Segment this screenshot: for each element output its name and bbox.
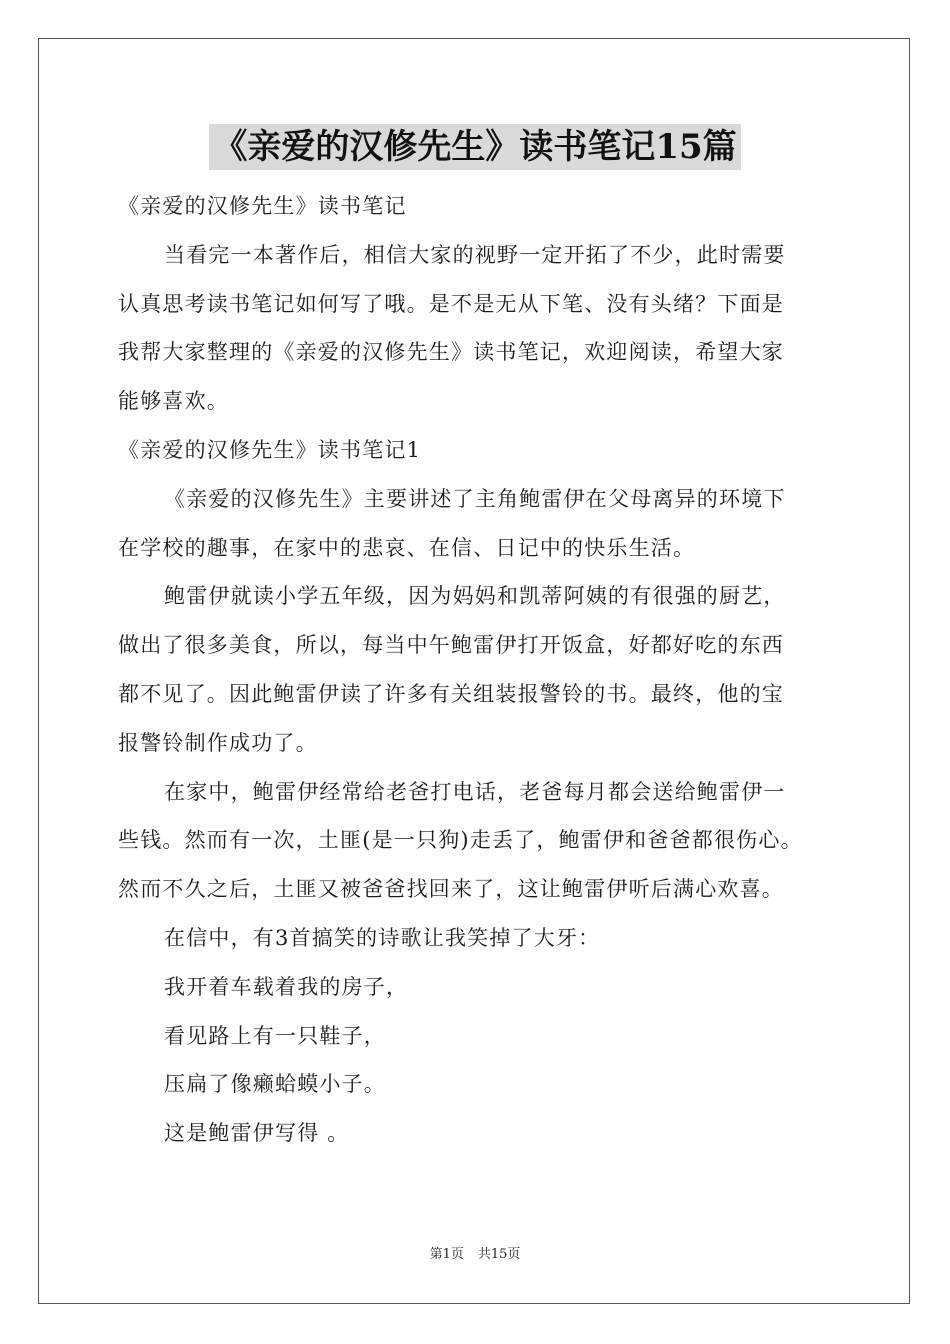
- document-title: 《亲爱的汉修先生》读书笔记15篇: [209, 124, 740, 170]
- title-container: [0, 124, 950, 170]
- text-line: 在家中，鲍雷伊经常给老爸打电话，老爸每月都会送给鲍雷伊一: [164, 779, 786, 804]
- text-line: 我帮大家整理的《亲爱的汉修先生》读书笔记，欢迎阅读，希望大家: [118, 340, 784, 365]
- text-line: 当看完一本著作后，相信大家的视野一定开拓了不少，此时需要: [164, 242, 786, 267]
- text-line: 都不见了。因此鲍雷伊读了许多有关组装报警铃的书。最终，他的宝: [118, 681, 784, 706]
- text-line: 做出了很多美食，所以，每当中午鲍雷伊打开饭盒，好都好吃的东西: [118, 633, 784, 658]
- text-line: 然而不久之后，土匪又被爸爸找回来了，这让鲍雷伊听后满心欢喜。: [118, 877, 784, 902]
- text-line: 压扁了像癞蛤蟆小子。: [164, 1072, 386, 1097]
- text-line: 认真思考读书笔记如何写了哦。是不是无从下笔、没有头绪？下面是: [118, 291, 784, 316]
- text-line: 《亲爱的汉修先生》主要讲述了主角鲍雷伊在父母离异的环境下: [164, 486, 786, 511]
- text-line: 《亲爱的汉修先生》读书笔记: [118, 194, 407, 218]
- document-body: [118, 182, 848, 1158]
- text-line: 能够喜欢。: [118, 389, 229, 414]
- text-line: 《亲爱的汉修先生》读书笔记1: [118, 437, 422, 462]
- text-line: 我开着车载着我的房子，: [164, 974, 409, 999]
- current-page-label: 第1页: [429, 1247, 464, 1262]
- text-line: 看见路上有一只鞋子，: [164, 1023, 386, 1048]
- page-footer: [0, 1246, 950, 1264]
- total-pages-label: 共15页: [477, 1247, 521, 1262]
- text-line: 这是鲍雷伊写得 。: [164, 1121, 350, 1146]
- text-line: 鲍雷伊就读小学五年级，因为妈妈和凯蒂阿姨的有很强的厨艺，: [164, 584, 786, 609]
- text-line: 报警铃制作成功了。: [118, 730, 318, 755]
- text-line: 些钱。然而有一次，土匪(是一只狗)走丢了，鲍雷伊和爸爸都很伤心。: [118, 828, 803, 853]
- text-line: 在学校的趣事，在家中的悲哀、在信、日记中的快乐生活。: [118, 535, 696, 560]
- text-line: 在信中，有3首搞笑的诗歌让我笑掉了大牙：: [164, 925, 601, 950]
